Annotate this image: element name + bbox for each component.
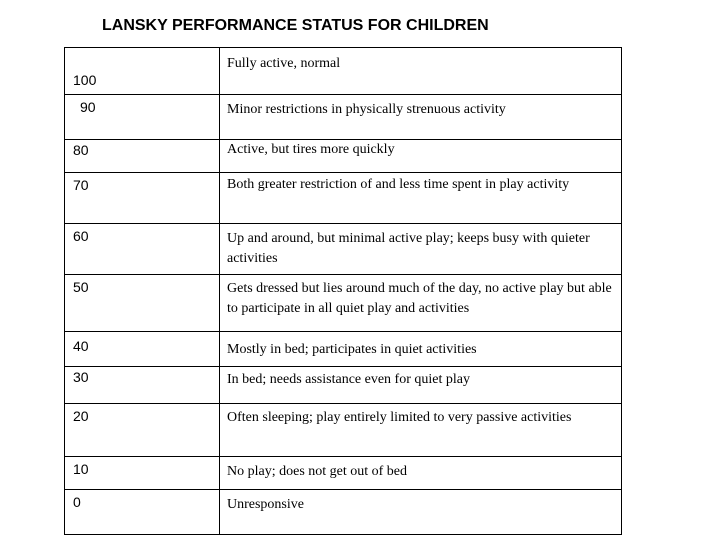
score-value: 10 <box>73 461 89 477</box>
description-text: In bed; needs assistance even for quiet play <box>227 372 470 387</box>
score-value: 70 <box>73 177 89 193</box>
description-text: Gets dressed but lies around much of the day, no active play but able to participate in all quiet play and activities <box>227 281 612 316</box>
description-cell <box>220 224 622 275</box>
score-cell <box>65 490 220 535</box>
score-cell <box>65 48 220 95</box>
description-cell <box>220 48 622 95</box>
table-row <box>65 275 622 332</box>
description-text: Both greater restriction of and less time spent in play activity <box>227 177 570 192</box>
description-cell <box>220 95 622 140</box>
table-row <box>65 173 622 224</box>
performance-status-table <box>64 47 622 535</box>
score-cell <box>65 332 220 367</box>
score-cell <box>65 457 220 490</box>
table-row <box>65 140 622 173</box>
score-cell <box>65 140 220 173</box>
page-title: LANSKY PERFORMANCE STATUS FOR CHILDREN <box>102 17 489 34</box>
score-value: 60 <box>73 228 89 244</box>
description-text: Unresponsive <box>227 497 304 512</box>
table-row <box>65 224 622 275</box>
table-row <box>65 404 622 457</box>
description-cell <box>220 332 622 367</box>
description-text: Fully active, normal <box>227 56 341 71</box>
score-value: 20 <box>73 408 89 424</box>
score-cell <box>65 173 220 224</box>
description-cell <box>220 140 622 173</box>
description-cell <box>220 275 622 332</box>
description-cell <box>220 367 622 404</box>
description-cell <box>220 404 622 457</box>
table-row <box>65 48 622 95</box>
table-row <box>65 457 622 490</box>
score-cell <box>65 275 220 332</box>
description-text: Active, but tires more quickly <box>227 142 395 157</box>
description-text: Minor restrictions in physically strenuous activity <box>227 102 506 117</box>
description-text: Mostly in bed; participates in quiet activities <box>227 342 477 357</box>
score-value: 90 <box>80 99 96 115</box>
description-cell <box>220 173 622 224</box>
score-cell <box>65 367 220 404</box>
score-value: 80 <box>73 142 89 158</box>
table-row <box>65 95 622 140</box>
score-cell <box>65 95 220 140</box>
score-value: 40 <box>73 338 89 354</box>
score-cell <box>65 224 220 275</box>
description-text: Often sleeping; play entirely limited to very passive activities <box>227 410 572 425</box>
table-row <box>65 332 622 367</box>
table-row <box>65 367 622 404</box>
description-text: Up and around, but minimal active play; keeps busy with quieter activities <box>227 231 590 266</box>
score-value: 0 <box>73 494 81 510</box>
description-cell <box>220 490 622 535</box>
score-value: 100 <box>73 72 97 88</box>
table-row <box>65 490 622 535</box>
score-cell <box>65 404 220 457</box>
description-cell <box>220 457 622 490</box>
description-text: No play; does not get out of bed <box>227 464 408 479</box>
score-value: 50 <box>73 279 89 295</box>
score-value: 30 <box>73 369 89 385</box>
